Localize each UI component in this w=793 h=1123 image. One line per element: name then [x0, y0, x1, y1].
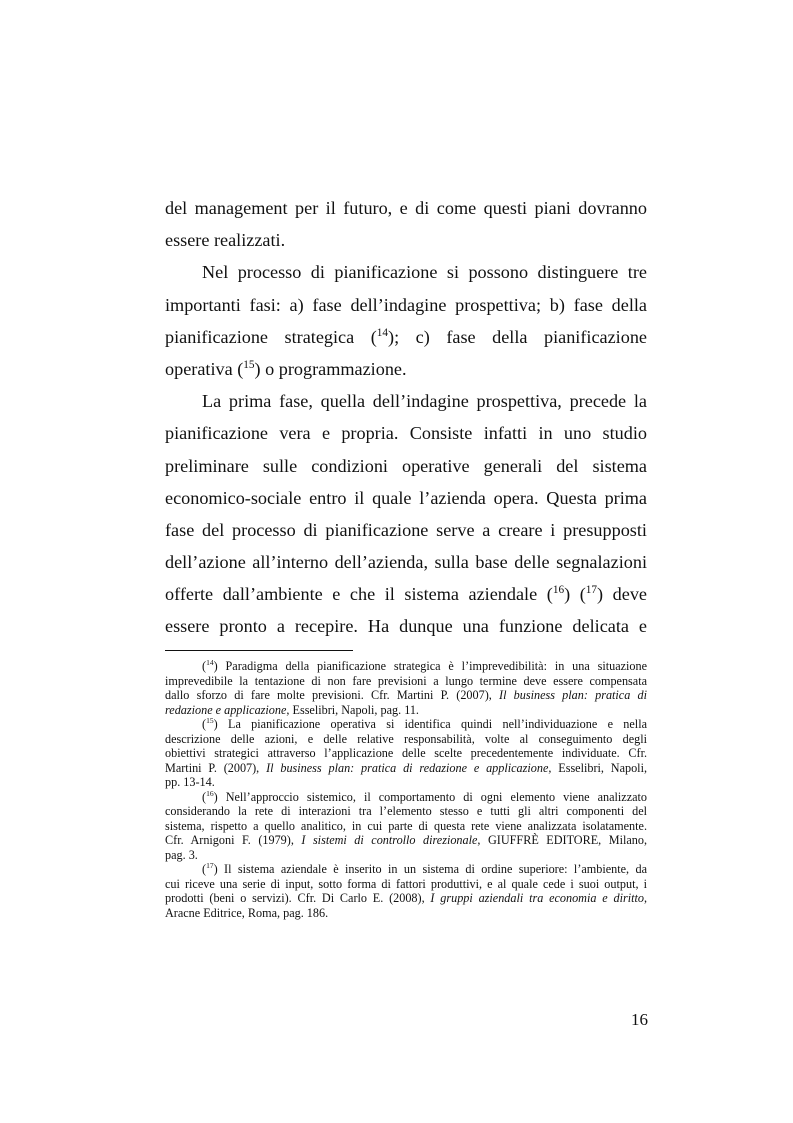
- citation-title: I gruppi aziendali tra economia e diritto: [430, 891, 644, 905]
- text-run: ) La pianificazione operativa si identifica quindi nell’individuazione e nella: [213, 717, 647, 731]
- footnote-line: [165, 746, 647, 761]
- text-run: cui riceve una serie di input, sotto forma di fattori produttivi, e al quale cede i suoi output, i: [165, 876, 647, 891]
- citation-title: I sistemi di controllo direzionale: [301, 833, 478, 847]
- footnotes: [165, 659, 647, 920]
- body-line: [165, 353, 647, 385]
- footnote-line: [165, 659, 647, 674]
- footnote-line: [165, 775, 647, 790]
- footnote-line: [165, 761, 647, 776]
- footnote-reference: 15: [206, 715, 214, 725]
- body-line: dell’azione all’interno dell’azienda, sulla base delle segnalazioni: [165, 552, 647, 573]
- footnote-line: [165, 819, 647, 834]
- footnote-line: [165, 833, 647, 848]
- body-line: [165, 578, 647, 610]
- citation-title: redazione e applicazione: [165, 702, 287, 717]
- text-run: Aracne Editrice, Roma, pag. 186.: [165, 905, 329, 920]
- text-run: Esselibri, Napoli,: [551, 760, 648, 775]
- body-line: importanti fasi: a) fase dell’indagine prospettiva; b) fase della: [165, 294, 647, 315]
- text-run: , Esselibri, Napoli, pag. 11.: [286, 702, 419, 717]
- body-line: La prima fase, quella dell’indagine prospettiva, precede la: [202, 391, 647, 412]
- footnote-line: [165, 732, 647, 747]
- text-run: Martini P. (2007),: [165, 760, 267, 775]
- body-line: Nel processo di pianificazione si possono distinguere tre: [202, 262, 647, 283]
- text-run: dallo sforzo di fare molte previsioni. Cfr. Martini P. (2007),: [165, 688, 500, 702]
- footnote-line: [165, 804, 647, 819]
- footnote-line: [165, 891, 647, 906]
- text-run: (: [202, 789, 207, 804]
- text-run: pp. 13-14.: [165, 775, 215, 789]
- text-run: ) o programmazione.: [254, 358, 407, 379]
- text-run: obiettivi strategici attraverso l’applicazione delle scelte precedentemente individuate. Cfr.: [165, 746, 647, 760]
- footnote-reference: 17: [585, 584, 598, 597]
- text-run: (: [202, 862, 207, 876]
- body-line: preliminare sulle condizioni operative generali del sistema: [165, 455, 647, 476]
- footnote-separator: [165, 650, 353, 651]
- footnote-line: [165, 688, 647, 703]
- footnote-reference: 17: [206, 860, 214, 870]
- text-run: offerte dall’ambiente e che il sistema aziendale (: [165, 584, 553, 605]
- body-line: del management per il futuro, e di come questi piani dovranno: [165, 198, 647, 218]
- text-run: considerando la rete di interazioni tra l’elemento stesso e tutti gli altri componenti del: [165, 804, 647, 818]
- text-run: ) deve: [597, 584, 647, 605]
- text-run: (: [202, 659, 207, 673]
- text-run: pianificazione strategica (: [165, 326, 377, 347]
- footnote-line: [165, 674, 647, 689]
- text-run: ) Paradigma della pianificazione strategica è l’imprevedibilità: in una situazione: [213, 659, 647, 673]
- text-run: prodotti (beni o servizi). Cfr. Di Carlo E. (2008),: [165, 891, 431, 905]
- text-run: ,: [643, 891, 647, 905]
- body-line: [165, 321, 647, 353]
- body-line: pianificazione vera e propria. Consiste infatti in uno studio: [165, 423, 647, 444]
- page-number: 16: [631, 1010, 648, 1029]
- text-run: sistema, rispetto a quello analitico, in cui parte di questa rete viene analizzata isolatamente.: [165, 818, 647, 833]
- footnote-reference: 14: [376, 326, 389, 339]
- text-run: ) Nell’approccio sistemico, il comportamento di ogni elemento viene analizzato: [213, 789, 647, 804]
- footnote-line: [165, 848, 647, 863]
- footnote-line: [165, 906, 647, 921]
- body-line: essere realizzati.: [165, 230, 286, 251]
- text-run: imprevedibile la tentazione di non fare previsioni a lungo termine deve essere compensata: [165, 673, 647, 688]
- text-run: operativa (: [165, 358, 244, 379]
- text-run: pag. 3.: [165, 847, 198, 862]
- text-run: ) Il sistema aziendale è inserito in un sistema di ordine superiore: l’ambiente, da: [213, 862, 647, 876]
- text-run: , GIUFFRÈ EDITORE, Milano,: [477, 833, 647, 847]
- text-run: descrizione delle azioni, e delle relative responsabilità, volte al conseguimento degli: [165, 731, 647, 746]
- citation-title: Il business plan: pratica di redazione e applicazione,: [266, 760, 552, 775]
- footnote-line: [165, 877, 647, 892]
- footnote-line: [165, 790, 647, 805]
- footnote-reference: 16: [206, 788, 214, 798]
- footnote-reference: 14: [206, 657, 214, 667]
- body-line: economico-sociale entro il quale l’azienda opera. Questa prima: [165, 487, 647, 508]
- text-run: ); c) fase della pianificazione: [388, 326, 647, 347]
- footnote-line: [165, 717, 647, 732]
- footnote-line: [165, 862, 647, 877]
- body-line: essere pronto a recepire. Ha dunque una funzione delicata e: [165, 616, 647, 637]
- footnote-reference: 15: [243, 358, 255, 371]
- text-run: ) (: [564, 584, 586, 605]
- body-line: fase del processo di pianificazione serve a creare i presupposti: [165, 519, 647, 540]
- text-run: (: [202, 717, 207, 731]
- text-run: Cfr. Arnigoni F. (1979),: [165, 833, 302, 847]
- footnote-reference: 16: [552, 584, 565, 597]
- footnote-line: [165, 703, 647, 718]
- body-text: [165, 192, 647, 643]
- citation-title: Il business plan: pratica di: [499, 688, 647, 702]
